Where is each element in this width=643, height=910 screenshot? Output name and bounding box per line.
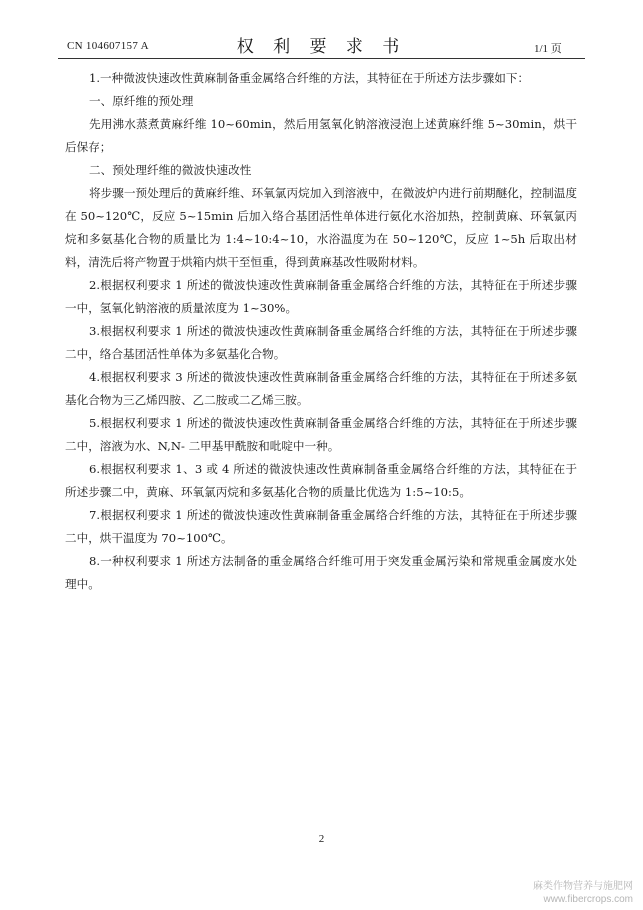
- claims-body: [65, 67, 577, 596]
- page-number: 2: [318, 833, 325, 845]
- claim-4: 4.根据权利要求 3 所述的微波快速改性黄麻制备重金属络合纤维的方法，其特征在于所述多氨基化合物为三乙烯四胺、乙二胺或二乙烯三胺。: [65, 370, 577, 407]
- page-header: [0, 0, 643, 62]
- step-2-heading: 二、预处理纤维的微波快速改性: [89, 163, 252, 177]
- header-rule: [58, 58, 585, 59]
- claim-5: 5.根据权利要求 1 所述的微波快速改性黄麻制备重金属络合纤维的方法，其特征在于所述步骤二中，溶液为水、N,N- 二甲基甲酰胺和吡啶中一种。: [65, 416, 577, 453]
- patent-number: CN 104607157 A: [67, 40, 149, 52]
- claim-3: 3.根据权利要求 1 所述的微波快速改性黄麻制备重金属络合纤维的方法，其特征在于所述步骤二中，络合基团活性单体为多氨基化合物。: [65, 324, 577, 361]
- page-indicator: 1/1 页: [534, 43, 562, 55]
- watermark-line-2: www.fibercrops.com: [543, 894, 633, 905]
- claim-7: 7.根据权利要求 1 所述的微波快速改性黄麻制备重金属络合纤维的方法，其特征在于所述步骤二中，烘干温度为 70~100℃。: [65, 508, 577, 545]
- step-1-text: 先用沸水蒸煮黄麻纤维 10~60min，然后用氢氧化钠溶液浸泡上述黄麻纤维 5~30min，烘干后保存；: [65, 117, 577, 154]
- document-title: 权 利 要 求 书: [236, 37, 407, 57]
- claim-6: 6.根据权利要求 1、3 或 4 所述的微波快速改性黄麻制备重金属络合纤维的方法，其特征在于所述步骤二中，黄麻、环氧氯丙烷和多氨基化合物的质量比优选为 1:5~10:5。: [65, 462, 577, 499]
- watermark-line-1: 麻类作物营养与施肥网: [533, 881, 633, 892]
- step-1-heading: 一、原纤维的预处理: [89, 94, 194, 108]
- claim-1: 1.一种微波快速改性黄麻制备重金属络合纤维的方法，其特征在于所述方法步骤如下：: [89, 71, 530, 85]
- watermark: [533, 880, 633, 906]
- step-2-text: 将步骤一预处理后的黄麻纤维、环氧氯丙烷加入到溶液中，在微波炉内进行前期醚化，控制温度在 50~120℃，反应 5~15min 后加入络合基团活性单体进行氨化水浴加热，控制黄麻、环氧氯丙烷和多氨基化合物的质量比为 1:4~10:4~10，水浴温度为在 50~120℃，反应 1~5h 后取出材料，清洗后将产物置于烘箱内烘干至恒重，得到黄麻基改性吸附材料。: [65, 186, 577, 269]
- claim-2: 2.根据权利要求 1 所述的微波快速改性黄麻制备重金属络合纤维的方法，其特征在于所述步骤一中，氢氧化钠溶液的质量浓度为 1~30%。: [65, 278, 577, 315]
- claim-8: 8.一种权利要求 1 所述方法制备的重金属络合纤维可用于突发重金属污染和常规重金属废水处理中。: [65, 554, 577, 591]
